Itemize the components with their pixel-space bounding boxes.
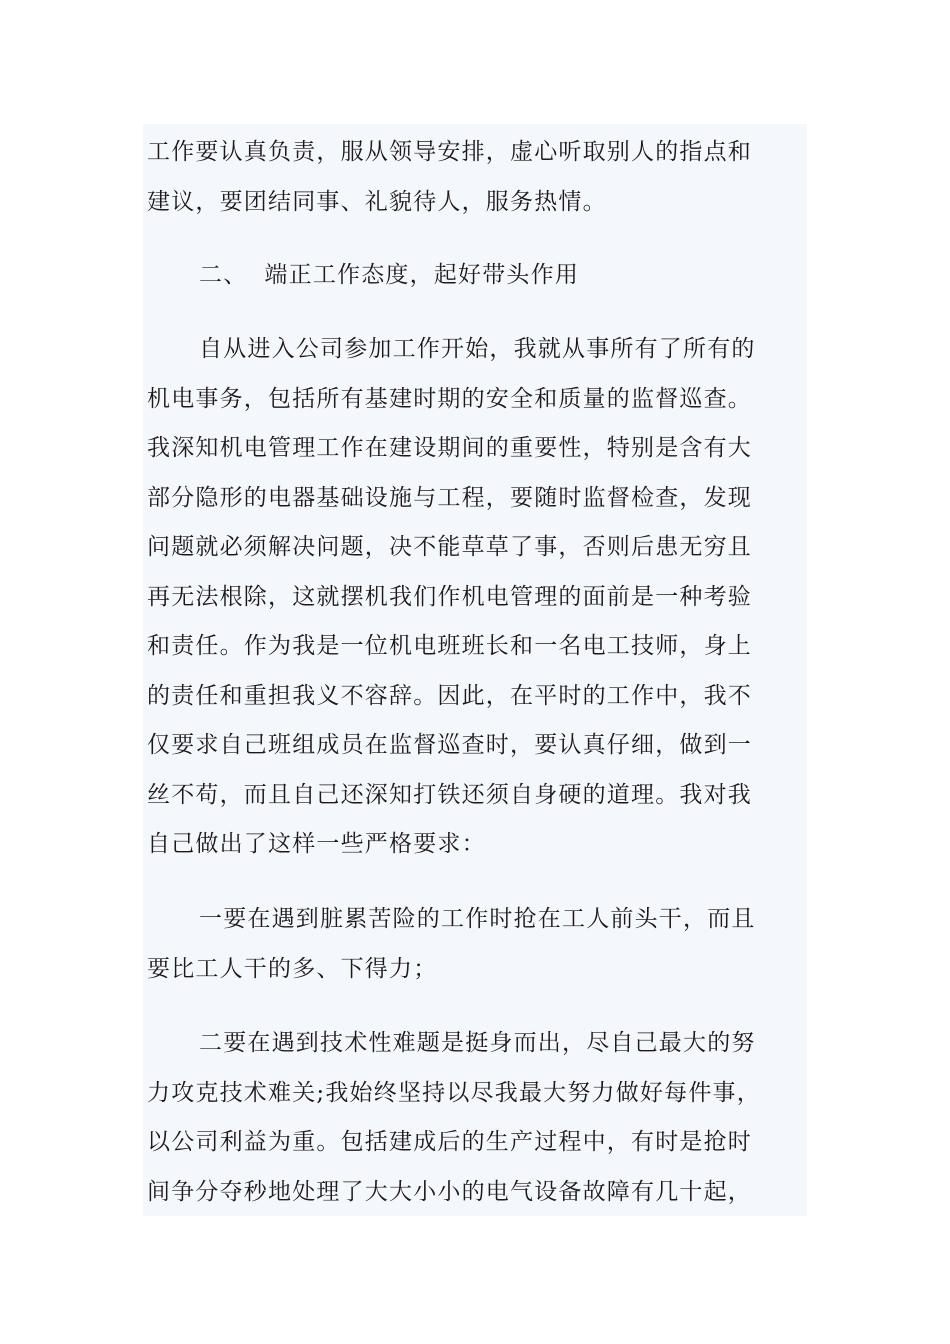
paragraph-2-line: 我深知机电管理工作在建设期间的重要性，特别是含有大 xyxy=(147,435,752,461)
paragraph-1-line: 建议，要团结同事、礼貌待人，服务热情。 xyxy=(147,188,607,215)
paragraph-2-line: 问题就必须解决问题，决不能草草了事，否则后患无穷且 xyxy=(147,534,752,560)
paragraph-2-line: 再无法根除，这就摆机我们作机电管理的面前是一种考验 xyxy=(147,583,752,610)
paragraph-3 xyxy=(147,895,756,994)
paragraph-3-line: 要比工人干的多、下得力； xyxy=(147,955,438,982)
paragraph-2-line: 丝不苟，而且自己还深知打铁还须自身硬的道理。我对我 xyxy=(147,781,752,808)
paragraph-4-line: 间争分夺秒地处理了大大小小的电气设备故障有几十起， xyxy=(147,1178,752,1205)
paragraph-2-line: 部分隐形的电器基础设施与工程，要随时监督检查，发现 xyxy=(147,484,752,511)
paragraph-2-line: 机电事务，包括所有基建时期的安全和质量的监督巡查。 xyxy=(147,385,752,412)
document-page xyxy=(143,124,807,1216)
paragraph-4-line: 二要在遇到技术性难题是挺身而出，尽自己最大的努 xyxy=(199,1030,756,1056)
paragraph-3-line: 一要在遇到脏累苦险的工作时抢在工人前头干，而且 xyxy=(199,906,756,932)
paragraph-1-line: 工作要认真负责，服从领导安排，虚心听取别人的指点和 xyxy=(147,139,752,165)
paragraph-2-line: 仅要求自己班组成员在监督巡查时，要认真仔细，做到一 xyxy=(147,732,752,758)
paragraph-2-line: 的责任和重担我义不容辞。因此，在平时的工作中，我不 xyxy=(147,682,752,709)
paragraph-2-line: 自从进入公司参加工作开始，我就从事所有了所有的 xyxy=(199,336,756,362)
paragraph-2 xyxy=(147,325,756,870)
paragraph-4-line: 力攻克技术难关;我始终坚持以尽我最大努力做好每件事， xyxy=(147,1079,761,1106)
paragraph-4 xyxy=(147,1019,761,1217)
section-heading: 二、 端正工作态度，起好带头作用 xyxy=(199,262,580,288)
paragraph-2-line: 和责任。作为我是一位机电班班长和一名电工技师，身上 xyxy=(147,633,752,659)
paragraph-4-line: 以公司利益为重。包括建成后的生产过程中，有时是抢时 xyxy=(147,1129,752,1155)
paragraph-2-line: 自己做出了这样一些严格要求： xyxy=(147,831,486,857)
paragraph-1 xyxy=(147,128,752,227)
